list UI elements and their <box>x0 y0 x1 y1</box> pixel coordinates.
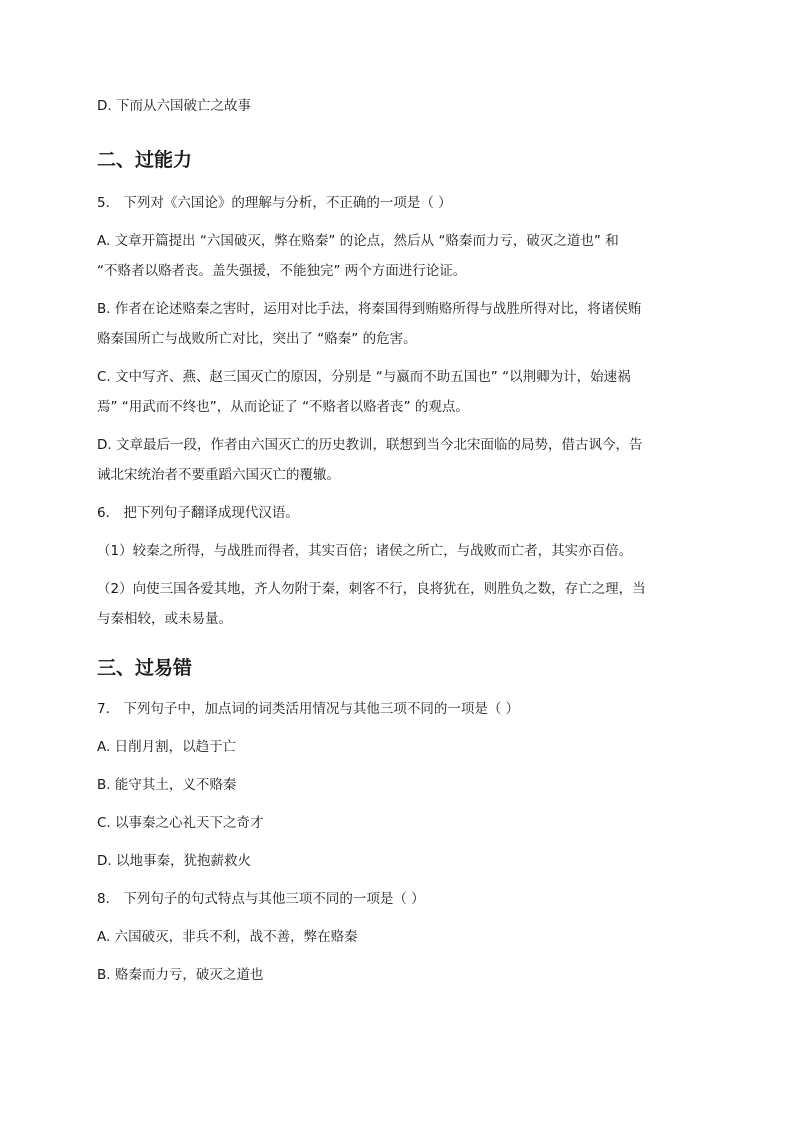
question-8-stem: 8． 下列句子的句式特点与其他三项不同的一项是（ ） <box>97 891 425 907</box>
question-7-option-d: D. 以地事秦，犹抱薪救火 <box>97 853 251 869</box>
document-page <box>97 96 701 985</box>
question-7-option-c: C. 以事秦之心礼天下之奇才 <box>97 815 264 831</box>
question-5-option-a-line1: A. 文章开篇提出 “六国破灭，弊在赂秦” 的论点，然后从 “赂秦而力亏，破灭之道也” 和 <box>97 233 619 249</box>
question-7-stem: 7． 下列句子中，加点词的词类活用情况与其他三项不同的一项是（ ） <box>97 701 520 717</box>
question-5-stem: 5． 下列对《六国论》的理解与分析，不正确的一项是（ ） <box>97 195 452 211</box>
question-6-sentence-1: （1）较秦之所得，与战胜而得者，其实百倍；诸侯之所亡，与战败而亡者，其实亦百倍。 <box>97 543 633 559</box>
question-5-option-d-line1: D. 文章最后一段，作者由六国灭亡的历史教训，联想到当今北宋面临的局势，借古讽今，告 <box>97 437 643 453</box>
option-d-prev-question: D. 下而从六国破亡之故事 <box>97 98 251 114</box>
question-5-option-a-line2: “不赂者以赂者丧。盖失强援，不能独完” 两个方面进行论证。 <box>97 263 467 279</box>
question-6-stem: 6． 把下列句子翻译成现代汉语。 <box>97 505 299 521</box>
question-8-option-b: B. 赂秦而力亏，破灭之道也 <box>97 967 264 983</box>
question-5-option-d-line2: 诫北宋统治者不要重蹈六国灭亡的覆辙。 <box>97 467 340 483</box>
question-5-option-c-line2: 焉” “用武而不终也”，从而论证了 “不赂者以赂者丧” 的观点。 <box>97 399 469 415</box>
question-6-sentence-2-line1: （2）向使三国各爱其地，齐人勿附于秦，刺客不行，良将犹在，则胜负之数，存亡之理，当 <box>97 581 646 597</box>
section-heading-3: 三、过易错 <box>97 657 193 679</box>
question-6-sentence-2-line2: 与秦相较，或未易量。 <box>97 611 232 627</box>
question-5-option-c-line1: C. 文中写齐、燕、赵三国灭亡的原因，分别是 “与嬴而不助五国也” “以荆卿为计，始速祸 <box>97 369 631 385</box>
question-8-option-a: A. 六国破灭，非兵不利，战不善，弊在赂秦 <box>97 929 358 945</box>
question-5-option-b-line2: 赂秦国所亡与战败所亡对比，突出了 “赂秦” 的危害。 <box>97 331 417 347</box>
question-7-option-a: A. 日削月割，以趋于亡 <box>97 739 237 755</box>
question-5-option-b-line1: B. 作者在论述赂秦之害时，运用对比手法，将秦国得到贿赂所得与战胜所得对比，将诸侯贿 <box>97 301 642 317</box>
section-heading-2: 二、过能力 <box>97 149 193 171</box>
question-7-option-b: B. 能守其土，义不赂秦 <box>97 777 237 793</box>
